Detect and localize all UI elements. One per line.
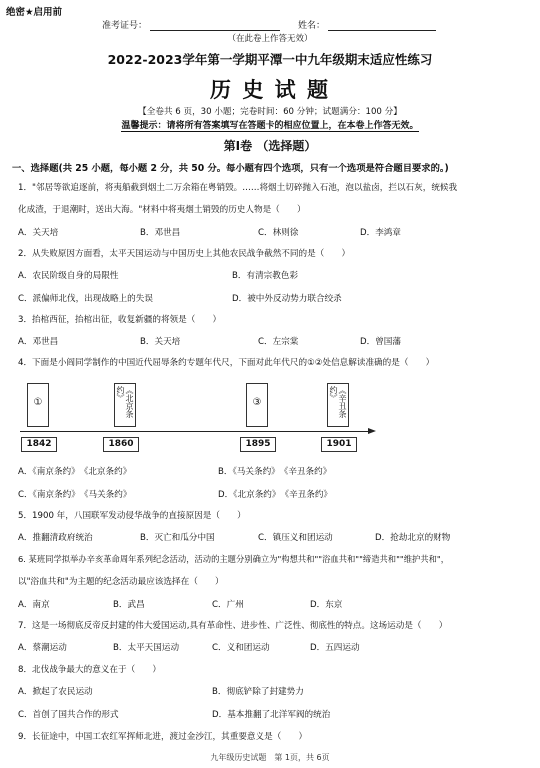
q8-option-b: B．彻底铲除了封建势力 bbox=[212, 687, 304, 697]
exam-number-label: 准考证号： bbox=[102, 21, 148, 31]
q5-stem: 5．1900 年，八国联军发动侵华战争的直接原因是（ ） bbox=[18, 511, 246, 521]
exam-info: 【全卷共 6 页，30 小题；完卷时间：60 分钟；试题满分：100 分】 bbox=[138, 107, 402, 117]
name-label: 姓名： bbox=[298, 21, 326, 31]
q2-stem: 2．从失败原因方面看，太平天国运动与中国历史上其他农民战争截然不同的是（ ） bbox=[18, 249, 351, 259]
confidential-mark: 绝密★启用前 bbox=[6, 7, 63, 18]
q6-option-b: B．武昌 bbox=[113, 600, 145, 610]
q3-stem: 3．抬棺西征，抬棺出征，收复新疆的将领是（ ） bbox=[18, 315, 222, 325]
q1-option-d: D．李鸿章 bbox=[360, 228, 401, 238]
timeline-year-4: 1901 bbox=[321, 437, 357, 452]
timeline-box-1 bbox=[27, 383, 49, 427]
q1-option-b: B．邓世昌 bbox=[140, 228, 181, 238]
q8-stem: 8．北伐战争最大的意义在于（ ） bbox=[18, 665, 161, 675]
timeline-year-3: 1895 bbox=[240, 437, 276, 452]
timeline-box-4 bbox=[327, 383, 349, 427]
q1-stem-line1: 1．"邻居等欲追逐前，将夷船截到烟土二万余箱在粤销毁。……将烟土切碎抛入石池，泡以盐卤，拦以石灰，统候我 bbox=[18, 183, 458, 193]
q2-option-b: B．有清宗教色彩 bbox=[232, 271, 299, 281]
q1-option-c: C．林则徐 bbox=[258, 228, 299, 238]
q8-option-d: D．基本推翻了北洋军阀的统治 bbox=[212, 710, 331, 720]
q4-option-b: B．《马关条约》 《辛丑条约》 bbox=[218, 467, 332, 477]
q6-stem-line2: 以"浴血共和"为主题的纪念活动最应该选择在（ ） bbox=[18, 577, 224, 587]
q4-option-d: D．《北京条约》 《辛丑条约》 bbox=[218, 490, 333, 500]
q6-stem-line1: 6. 某班同学拟举办辛亥革命周年系列纪念活动，活动的主题分别确立为"构想共和""浴血共和""缔造共和""维护共和"， bbox=[18, 554, 450, 564]
q4-option-c: C．《南京条约》 《马关条约》 bbox=[18, 490, 132, 500]
name-blank bbox=[328, 21, 436, 31]
q5-option-b: B．灭亡和瓜分中国 bbox=[140, 533, 215, 543]
q1-option-a: A．关天培 bbox=[18, 228, 59, 238]
name-field bbox=[298, 18, 436, 31]
q4-stem: 4．下面是小阎同学制作的中国近代屈辱条约专题年代尺，下面对此年代尺的①②处信息解读准确的是（ ） bbox=[18, 358, 435, 368]
q3-option-b: B．关天培 bbox=[140, 337, 181, 347]
q8-option-c: C．首创了国共合作的形式 bbox=[18, 710, 119, 720]
timeline-box-2 bbox=[114, 383, 136, 427]
q7-option-a: A．蔡潮运动 bbox=[18, 643, 67, 653]
timeline-box-3 bbox=[246, 383, 268, 427]
q6-option-a: A．南京 bbox=[18, 600, 50, 610]
q6-option-d: D．东京 bbox=[310, 600, 343, 610]
q8-option-a: A．掀起了农民运动 bbox=[18, 687, 93, 697]
exam-number-blank bbox=[150, 21, 280, 31]
exam-number-field bbox=[102, 18, 280, 31]
timeline-box-2-label: 《北京条约》 bbox=[116, 386, 134, 418]
q5-option-c: C．镇压义和团运动 bbox=[258, 533, 333, 543]
page-footer: 九年级历史试题 第 1页，共 6页 bbox=[210, 753, 330, 762]
section-title: 第Ⅰ卷 （选择题） bbox=[223, 139, 317, 153]
timeline-axis bbox=[20, 431, 370, 432]
q2-option-c: C．派偏师北伐，出现战略上的失误 bbox=[18, 294, 153, 304]
reminder bbox=[0, 118, 540, 131]
timeline-box-1-label: ① bbox=[33, 397, 43, 408]
section-instruction: 一、选择题(共 25 小题，每小题 2 分，共 50 分。每小题有四个选项，只有一个选项是符合题目要求的。) bbox=[12, 163, 449, 174]
q3-option-d: D．曾国藩 bbox=[360, 337, 401, 347]
q5-option-a: A．推翻清政府统治 bbox=[18, 533, 93, 543]
reminder-text: 温馨提示：请将所有答案填写在答题卡的相应位置上，在本卷上作答无效。 bbox=[121, 121, 419, 131]
q3-option-a: A．邓世昌 bbox=[18, 337, 59, 347]
timeline-year-1: 1842 bbox=[21, 437, 57, 452]
timeline-box-3-label: ③ bbox=[252, 397, 262, 408]
q3-option-c: C．左宗棠 bbox=[258, 337, 299, 347]
q2-option-d: D．被中外反动势力联合绞杀 bbox=[232, 294, 342, 304]
q1-stem-line2: 化成渣，于退潮时，送出大海。"材料中将夷烟土销毁的历史人物是（ ） bbox=[18, 205, 306, 215]
q7-option-d: D．五四运动 bbox=[310, 643, 360, 653]
exam-title: 2022-2023学年第一学期平潭一中九年级期末适应性练习 bbox=[107, 52, 433, 67]
q9-stem: 9．长征途中，中国工农红军挥师北进，渡过金沙江，其重要意义是（ ） bbox=[18, 732, 308, 742]
q6-option-c: C．广州 bbox=[212, 600, 244, 610]
q5-option-d: D．抢劫北京的财物 bbox=[375, 533, 451, 543]
q7-option-c: C．义和团运动 bbox=[212, 643, 270, 653]
subject-title: 历 史 试 题 bbox=[210, 77, 330, 102]
q2-option-a: A．农民阶级自身的局限性 bbox=[18, 271, 119, 281]
timeline-year-2: 1860 bbox=[103, 437, 139, 452]
q7-stem: 7．这是一场彻底反帝反封建的伟大爱国运动,具有革命性、进步性、广泛性、彻底性的特点。这场运动是（ ） bbox=[18, 621, 448, 631]
timeline-box-4-label: 《辛丑条约》 bbox=[329, 386, 347, 418]
timeline-arrow-icon bbox=[368, 428, 376, 434]
q7-option-b: B．太平天国运动 bbox=[113, 643, 180, 653]
q4-option-a: A．《南京条约》 《北京条约》 bbox=[18, 467, 132, 477]
answer-note: （在此卷上作答无效） bbox=[227, 34, 313, 44]
